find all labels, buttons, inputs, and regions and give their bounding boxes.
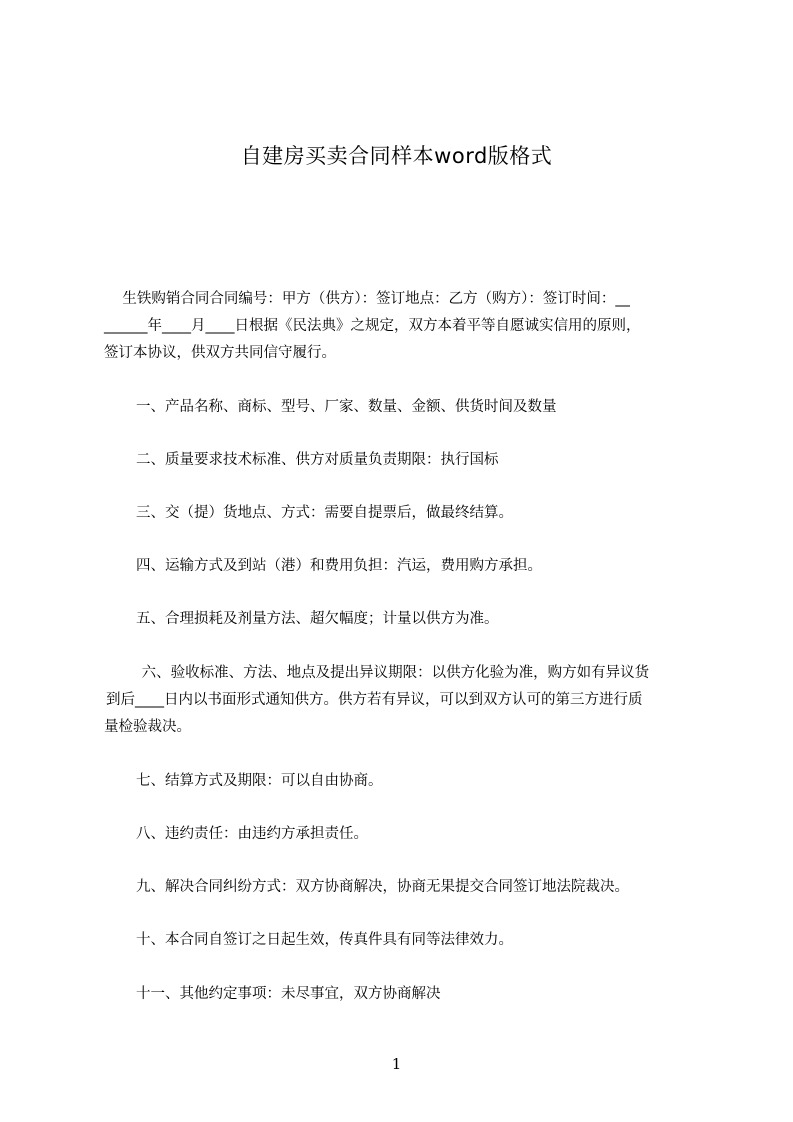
intro-paragraph	[104, 286, 716, 367]
clause-8: 八、违约责任：由违约方承担责任。	[136, 826, 368, 842]
clause-9: 九、解决合同纠纷方式：双方协商解决，协商无果提交合同签订地法院裁决。	[136, 879, 629, 895]
intro-line-3: 签订本协议，供双方共同信守履行。	[104, 345, 336, 361]
clause-6	[104, 660, 716, 741]
intro-line-2: ______年____月____日根据《民法典》之规定，双方本着平等自愿诚实信用的原则，	[104, 318, 641, 334]
clause-6-line-2: 到后____日内以书面形式通知供方。供方若有异议，可以到双方认可的第三方进行质	[106, 692, 643, 708]
clause-6-line-3: 量检验裁决。	[104, 719, 191, 735]
document-title: 自建房买卖合同样本word版格式	[240, 144, 553, 168]
clause-10: 十、本合同自签订之日起生效，传真件具有同等法律效力。	[136, 932, 513, 948]
intro-line-1: 生铁购销合同合同编号：甲方（供方）：签订地点：乙方（购方）：签订时间：__	[104, 291, 630, 307]
clause-11: 十一、其他约定事项：未尽事宜，双方协商解决	[136, 986, 441, 1002]
clause-6-line-1: 六、验收标准、方法、地点及提出异议期限：以供方化验为准，购方如有异议货	[137, 665, 650, 681]
clause-1: 一、产品名称、商标、型号、厂家、数量、金额、供货时间及数量	[136, 399, 557, 415]
clause-7: 七、结算方式及期限：可以自由协商。	[136, 773, 383, 789]
clause-4: 四、运输方式及到站（港）和费用负担：汽运，费用购方承担。	[136, 558, 542, 574]
clause-5: 五、合理损耗及剂量方法、超欠幅度；计量以供方为准。	[136, 611, 499, 627]
page-number: 1	[391, 1055, 402, 1073]
clause-2: 二、质量要求技术标准、供方对质量负责期限：执行国标	[136, 452, 499, 468]
clause-3: 三、交（提）货地点、方式：需要自提票后，做最终结算。	[136, 505, 513, 521]
